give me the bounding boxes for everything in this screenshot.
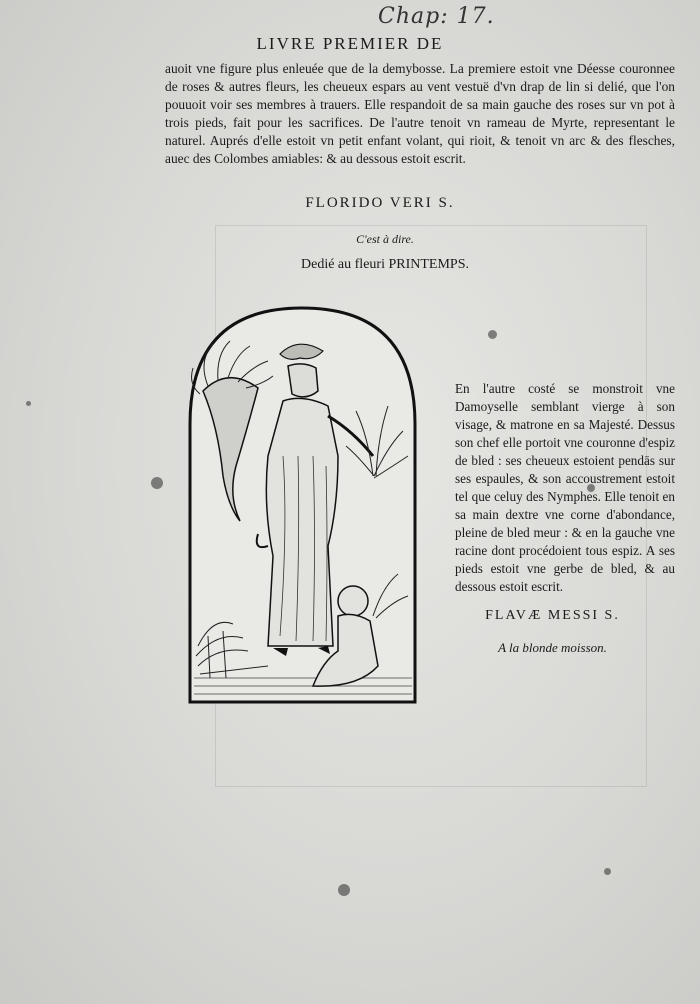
woodcut-illustration [188,306,417,704]
handwritten-chapter-note: Chap: 17. [378,4,495,29]
dedication-cest-a-dire: C'est à dire. [356,232,414,246]
running-head: LIVRE PREMIER DE [256,34,444,53]
main-paragraph: auoit vne figure plus enleuée que de la demybosse. La premiere estoit vne Déesse couronnee de roses & autres fleurs, les cheueux espars au vent vestuë d'vn drap de lin si delié, que l'on pouuoit voir ses membres à trauers. Elle respandoit de sa main gauche des roses sur vn pot à trois pieds, fait pour les sacrifices. De l'autre tenoit vn rameau de Myrte, representant le naturel. Auprés d'elle estoit vn petit enfant volant, qui rioit, & tenoit vn arc & des flesches, auec des Colombes amiables: & au dessous estoit escrit. [165,61,675,166]
ink-spot [26,401,31,406]
ink-spot [151,477,163,489]
ink-spot [338,884,350,896]
right-paragraph: En l'autre costé se monstroit vne Damoyselle semblant vierge à son visage, & matrone en sa Majesté. Dessus son chef elle portoit vne couronne d'espiz de bled : ses cheueux estoient pendās sur ses espaules, & son accoustrement estoit tel que celuy des Nymphes. Elle tenoit en sa main dextre vne corne d'abondance, pleine de bled meur : & en la gauche vne racine dont procédoient tous espiz. A ses pieds estoit vne gerbe de bled, & au dessous estoit escrit. [455,381,675,594]
second-dedication-translation: A la blonde moisson. [498,640,607,655]
ink-spot [488,330,497,339]
dedication-title: FLORIDO VERI S. [305,195,455,211]
ink-spot [604,868,611,875]
second-dedication-title: FLAVÆ MESSI S. [485,608,620,623]
dedication-translation: Dedié au fleuri PRINTEMPS. [301,257,469,272]
